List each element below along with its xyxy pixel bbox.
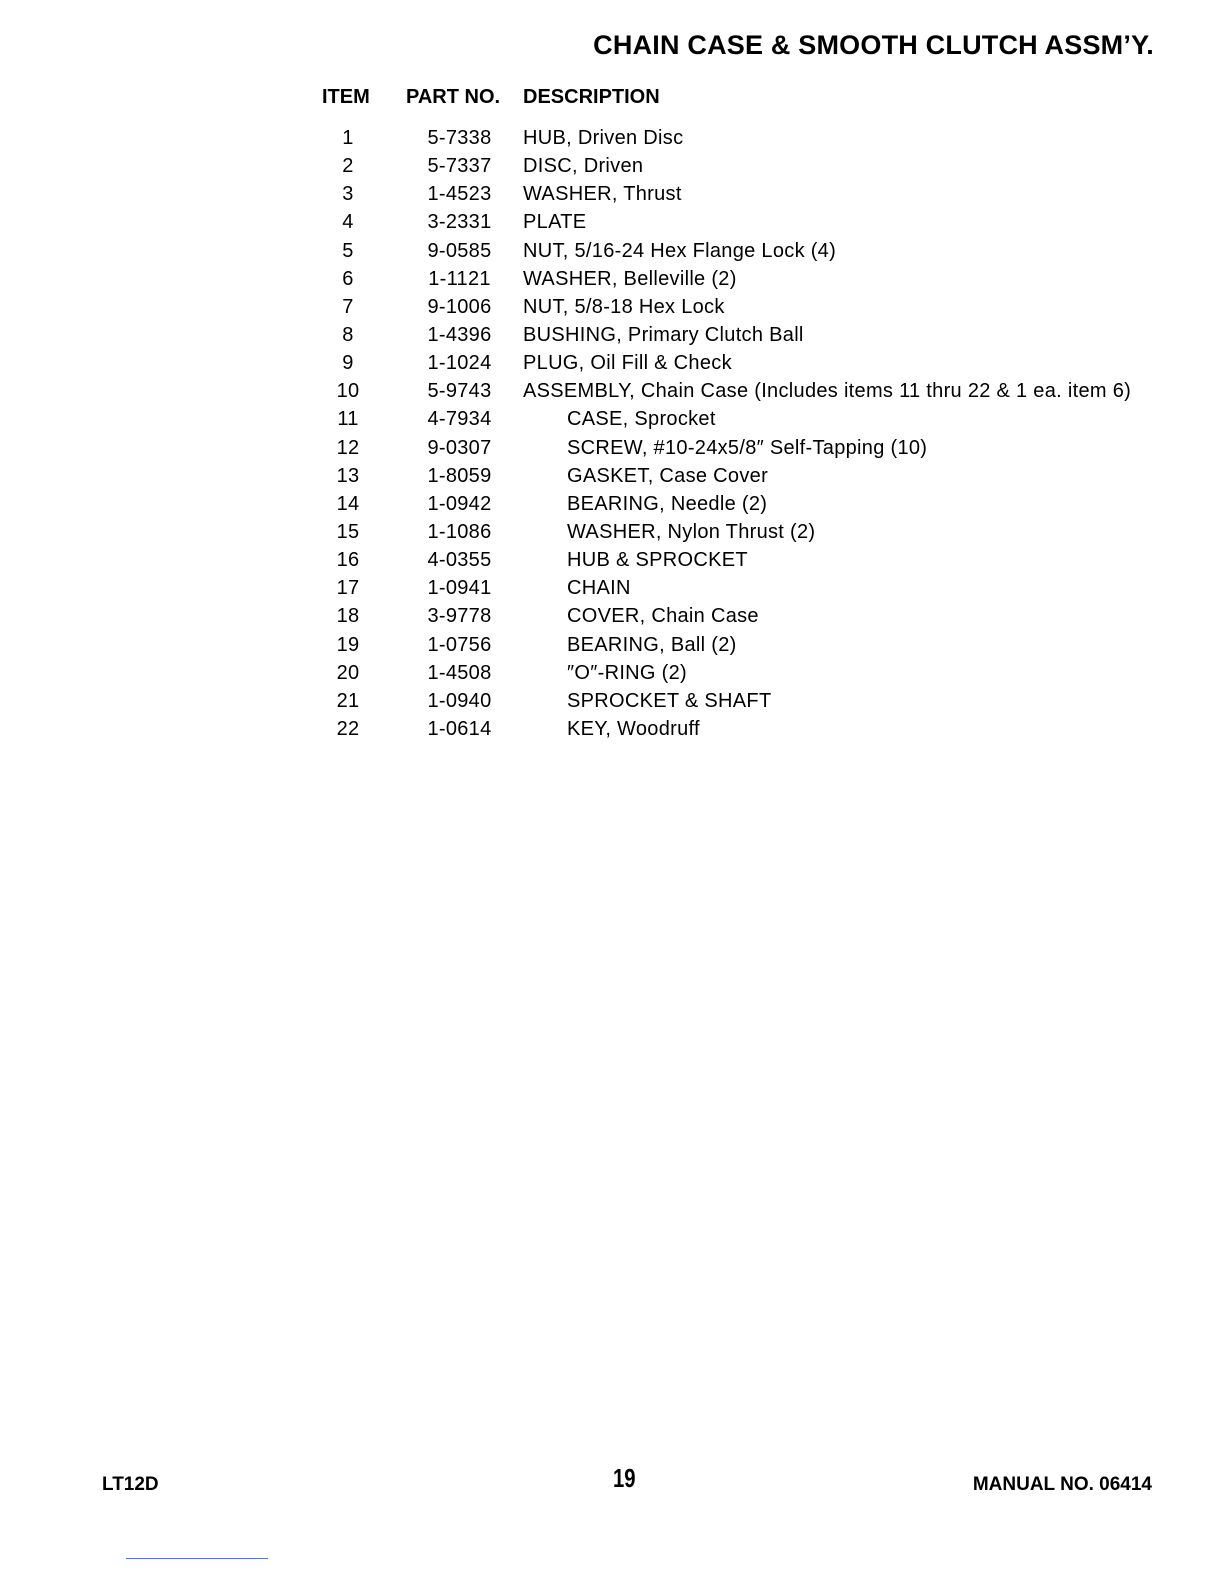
bottom-divider (126, 1558, 268, 1559)
table-row (312, 490, 1131, 518)
item-number: 2 (342, 155, 354, 178)
part-number: 1-0942 (427, 492, 492, 515)
part-description: BEARING, Needle (2) (567, 492, 768, 515)
item-number: 22 (336, 717, 360, 740)
item-number: 5 (342, 239, 354, 262)
table-row (312, 715, 1131, 743)
part-description: NUT, 5/16-24 Hex Flange Lock (4) (523, 239, 837, 262)
table-row (312, 518, 1131, 546)
table-row (312, 377, 1131, 405)
table-row (312, 180, 1131, 208)
part-description: SCREW, #10-24x5/8″ Self-Tapping (10) (567, 436, 928, 459)
item-number: 16 (336, 549, 360, 572)
item-number: 15 (336, 520, 360, 543)
item-number: 18 (336, 605, 360, 628)
part-description: HUB & SPROCKET (567, 549, 748, 572)
table-row (312, 546, 1131, 574)
part-description: CHAIN (567, 577, 631, 600)
part-number: 3-9778 (427, 605, 492, 628)
part-number: 1-0941 (427, 577, 492, 600)
part-number: 1-0614 (427, 717, 492, 740)
item-number: 10 (336, 380, 360, 403)
footer-page-number: 19 (613, 1463, 636, 1493)
item-number: 21 (336, 689, 360, 712)
part-number: 5-7338 (427, 127, 492, 149)
part-description: WASHER, Nylon Thrust (2) (567, 520, 816, 543)
item-number: 7 (342, 295, 354, 318)
part-description: KEY, Woodruff (567, 717, 700, 740)
part-description: SPROCKET & SHAFT (567, 689, 772, 712)
table-row (312, 237, 1131, 265)
table-row (312, 574, 1131, 602)
table-row (312, 152, 1131, 180)
part-number: 9-0585 (427, 239, 492, 262)
item-number: 11 (337, 408, 359, 431)
column-header-item: ITEM (322, 86, 370, 108)
column-header-part-no: PART NO. (406, 86, 501, 108)
part-description: COVER, Chain Case (567, 605, 759, 628)
part-number: 1-4508 (427, 661, 492, 684)
part-description: BUSHING, Primary Clutch Ball (523, 323, 804, 346)
part-description: WASHER, Belleville (2) (523, 267, 737, 290)
part-description: HUB, Driven Disc (523, 127, 684, 149)
parts-table-body (312, 110, 1131, 743)
item-number: 9 (342, 352, 354, 375)
item-number: 12 (336, 436, 360, 459)
footer-model: LT12D (102, 1474, 159, 1495)
table-row (312, 321, 1131, 349)
footer-manual-number: MANUAL NO. 06414 (972, 1474, 1152, 1495)
part-number: 1-0940 (427, 689, 492, 712)
table-row (312, 265, 1131, 293)
table-row (312, 405, 1131, 433)
parts-table (312, 84, 1131, 743)
part-description: PLATE (523, 211, 587, 234)
part-number: 4-0355 (427, 549, 492, 572)
table-row (312, 602, 1131, 630)
part-description: CASE, Sprocket (567, 408, 716, 431)
table-row (312, 434, 1131, 462)
part-description: WASHER, Thrust (523, 183, 682, 206)
part-description: GASKET, Case Cover (567, 464, 769, 487)
table-row (312, 293, 1131, 321)
item-number: 3 (342, 183, 354, 206)
table-row (312, 659, 1131, 687)
item-number: 8 (342, 323, 354, 346)
table-row (312, 631, 1131, 659)
item-number: 13 (336, 464, 360, 487)
page-title: CHAIN CASE & SMOOTH CLUTCH ASSM’Y. (593, 30, 1154, 60)
item-number: 19 (336, 633, 360, 656)
part-description: BEARING, Ball (2) (567, 633, 737, 656)
item-number: 4 (342, 211, 354, 234)
part-description: ″O″-RING (2) (567, 661, 687, 684)
part-number: 1-1121 (428, 267, 491, 290)
item-number: 20 (336, 661, 360, 684)
part-number: 1-4396 (427, 323, 492, 346)
item-number: 6 (342, 267, 354, 290)
table-row (312, 687, 1131, 715)
part-description: DISC, Driven (523, 155, 644, 178)
table-row (312, 124, 1131, 152)
table-row (312, 462, 1131, 490)
part-number: 9-1006 (427, 295, 492, 318)
table-row (312, 208, 1131, 236)
part-number: 3-2331 (427, 211, 492, 234)
part-number: 1-1086 (427, 520, 492, 543)
part-description: PLUG, Oil Fill & Check (523, 352, 732, 375)
column-header-description: DESCRIPTION (523, 86, 660, 108)
part-description: NUT, 5/8-18 Hex Lock (523, 295, 725, 318)
table-row (312, 349, 1131, 377)
part-number: 5-9743 (427, 380, 492, 403)
part-number: 4-7934 (427, 408, 492, 431)
part-description: ASSEMBLY, Chain Case (Includes items 11 thru 22 & 1 ea. item 6) (523, 380, 1132, 403)
item-number: 14 (336, 492, 360, 515)
item-number: 1 (342, 127, 354, 149)
part-number: 1-1024 (427, 352, 492, 375)
part-number: 1-8059 (427, 464, 492, 487)
part-number: 1-0756 (427, 633, 492, 656)
part-number: 9-0307 (427, 436, 492, 459)
part-number: 5-7337 (427, 155, 492, 178)
item-number: 17 (336, 577, 360, 600)
table-header-row (312, 84, 1131, 110)
part-number: 1-4523 (427, 183, 492, 206)
header-spacer (312, 110, 1131, 124)
